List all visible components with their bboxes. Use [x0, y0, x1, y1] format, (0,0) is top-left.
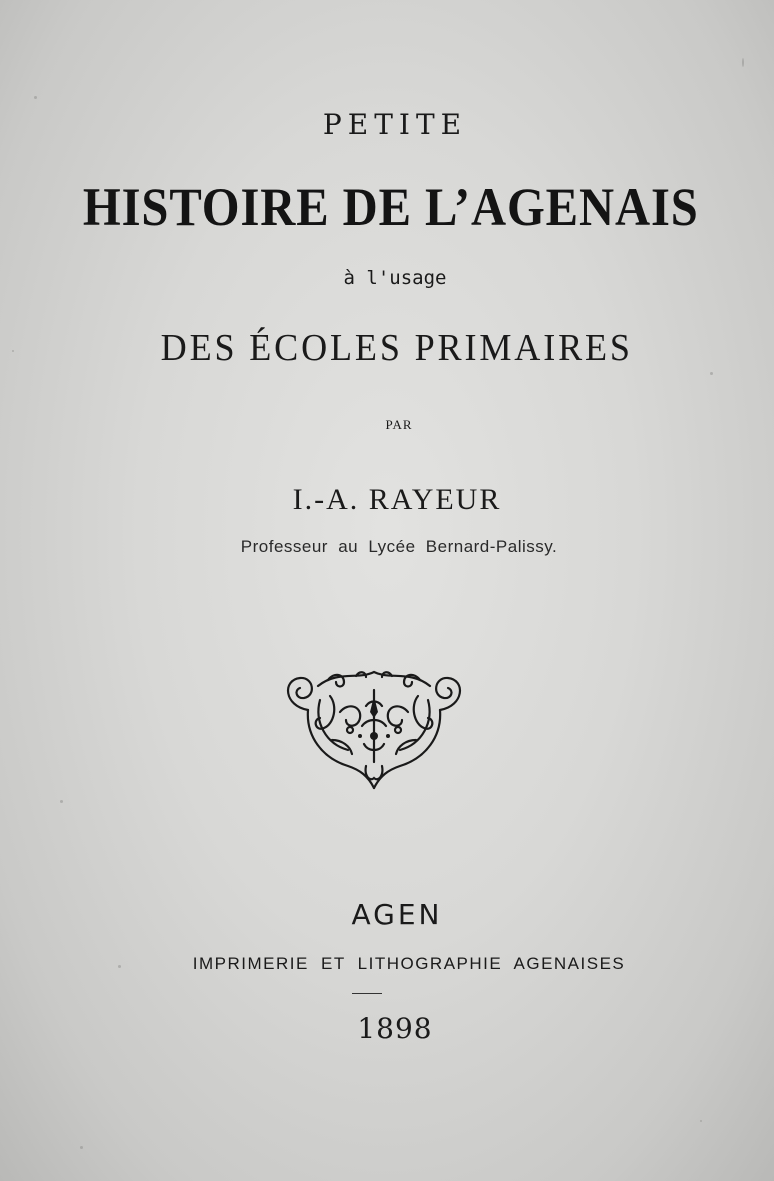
paper-speck: [80, 1146, 83, 1149]
imprint-city: AGEN: [351, 898, 443, 931]
paper-speck: [12, 350, 14, 352]
paper-speck: [742, 58, 744, 67]
paper-speck: [34, 96, 37, 99]
paper-speck: [700, 1120, 702, 1122]
imprint-year: 1898: [357, 1012, 433, 1045]
ornamental-vignette-icon: [278, 666, 470, 790]
author-title: Professeur au Lycée Bernard-Palissy.: [240, 537, 558, 556]
main-title: HISTOIRE DE L’AGENAIS: [82, 177, 699, 237]
paper-speck: [710, 372, 713, 375]
pretitle: PETITE: [322, 108, 468, 141]
divider-rule: [352, 993, 382, 994]
by-line: PAR: [385, 417, 413, 432]
paper-speck: [60, 800, 63, 803]
usage-line: à l'usage: [343, 267, 447, 289]
author-name: I.-A. RAYEUR: [292, 483, 502, 516]
imprint-printer: IMPRIMERIE ET LITHOGRAPHIE AGENAISES: [192, 954, 626, 973]
subtitle: DES ÉCOLES PRIMAIRES: [160, 327, 633, 369]
